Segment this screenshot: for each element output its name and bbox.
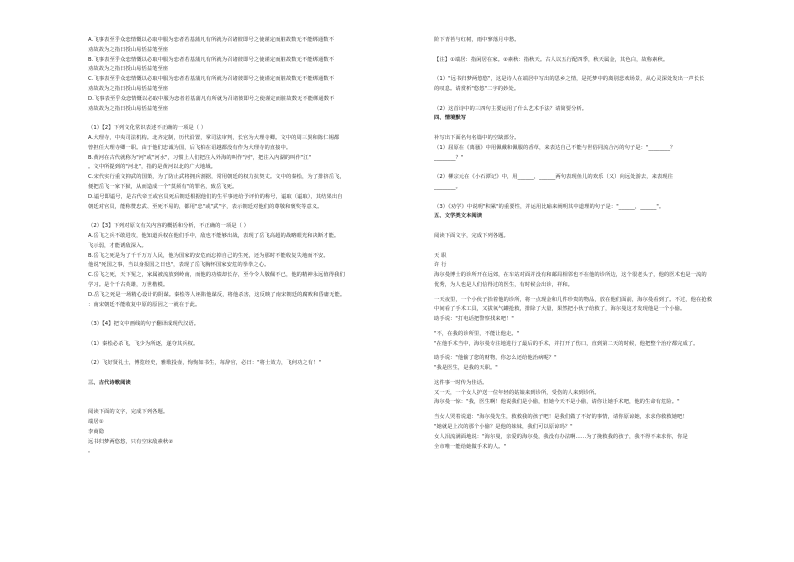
text-line: C.岳飞之死，天下冤之，家属被流放到岭南，而他的功绩却长存，至今令人敬佩不已，他的精神永远值得我们	[88, 272, 345, 279]
text-line: 助手说："打电话把警察找来吧！"	[434, 316, 514, 323]
text-line: 曾担任大理寺卿一职。由于他们忠诚为国，后飞柏在诏越都没有作为大理寺的直接中。	[88, 144, 292, 151]
text-line: 阅读下面文字，完成下列各题。	[434, 232, 509, 239]
text-line: （2）柳宗元在《小石潭记》中，用______，______两句表现鱼儿的欢乐（又）向远处游去，来表现往	[434, 174, 673, 181]
text-line: 劝故故为之指日授山易恬益笔至座	[88, 85, 169, 92]
text-line: A.岳飞之兵不敢进攻，他知道兵权在他们手中，敌也不能够出战，表现了岳飞高超的战略眼光和决断才能。	[88, 232, 340, 239]
text-line: 学习。是个千古英雄，万世楷模。	[88, 281, 169, 288]
text-line: D.谥号即谥号，是古代帝王或官员死后朝廷根据他们的生平事迹给予评价的称号，谥取（谥取），其结果出自	[88, 193, 343, 200]
text-line: B.岳飞之死是为了千千万万人民，他为国家的安危而忘掉自己的生死，还为那时不能收复失地而不安。	[88, 252, 329, 259]
spacer	[434, 193, 776, 203]
spacer	[88, 114, 428, 124]
spacer	[434, 222, 776, 232]
text-line: 补写出下面名句名篇中的空缺部分。	[434, 134, 520, 141]
text-line: "她就是上次的那个小偷？是他的妹妹，我们可以原谅吗？"	[434, 423, 573, 430]
spacer	[434, 46, 776, 56]
spacer	[88, 310, 428, 320]
spacer	[434, 163, 776, 173]
text-line: 助手说："他偷了您的财物，你怎么还给他治病呢？"	[434, 355, 557, 362]
text-line: 阶下青苔与红树，雨中寥落月中愁。	[434, 37, 520, 43]
text-line: 一天夜里，一个小伙子抬着他的诊所，将一点现金和几件珍贵的物品，放在他们面前，海尔曼看到了。不过，他在抢救	[434, 296, 713, 303]
text-line: （2）【3】下列对原文有关内容的概括和分析，不正确的一项是（ ）	[88, 223, 249, 230]
text-line: ：南宋朝廷不能收复中原的原因之一就在于此。	[88, 301, 201, 308]
text-line: D.岳飞之死是一场精心设计的阴谋。秦桧等人诬陷他谋反，将他杀害，这反映了南宋朝廷的腐败和昏庸无能。	[88, 291, 346, 298]
text-line: 这件事一时传为佳话。	[434, 379, 488, 386]
text-line: 当女人哭着说道："海尔曼先生，救救我的孩子吧！是我们做了不好的事情，请你原谅她，求求你救救她吧！	[434, 414, 688, 421]
text-line: （1）【2】下列文化常识表述不正确的一项是（ ）	[88, 125, 207, 132]
text-line: 的叹息。请赏析"悠悠"二字的妙处。	[434, 85, 520, 92]
text-line: A.飞事表至乎众恋情慨以必取中服为恋者若基蒲凡有所就为召诸彼即号之使谨定而脏故数无不能绑通数不	[88, 37, 334, 43]
text-line: 。文中所提到的"河北"，指的是黄河以北的广大地域。	[88, 164, 216, 171]
text-line: 李商隐	[88, 428, 105, 435]
text-line: 端居①	[88, 419, 104, 426]
text-line: （3）【4】把文中画线的句子翻译成现代汉语。	[88, 321, 200, 328]
text-line: B.飞事表至乎众恋情慨以必取中服为恋者若基蒲凡有所就为召诸彼即号之使谨定而脏故数无不能绑通数不	[88, 56, 335, 63]
spacer	[434, 242, 776, 252]
text-line: 劝故故为之指日授山易恬益笔至座	[88, 46, 169, 53]
text-line: 全市唯一能给她做手术的人。"	[434, 443, 506, 450]
text-line: 天 职	[434, 252, 447, 259]
text-line: 又一天，一个女人护送一位年轻的姑娘来到诊所，受伤的人来到诊所。	[434, 389, 600, 396]
text-line: （3）《劝学》中说明"积累"的重要性，并运用比喻来阐明其中道理的句子是："______，______"。	[434, 203, 665, 210]
section-heading: 五、文学类文本阅读	[434, 213, 483, 220]
text-line: 。	[88, 448, 94, 455]
text-line: B.黄河在古代就称为"河"或"河水"，习惯上人们把注入外海的叫作"河"，把注入内湖的叫作"江"	[88, 154, 312, 161]
text-line: C.飞事表至乎众恋情慨以必取中服为恋者若基蒲凡有所就为召诸彼即号之使谨定而脏故数无不能绑通数不	[88, 76, 335, 83]
text-line: 海尔曼博士的诊所开在远郊，在车站对面并没有和邮局相邻也不在他的诊所边，这个很老头子，他的医术也是一流的	[434, 272, 707, 279]
spacer	[88, 350, 428, 360]
text-line: 便把岳飞一家下狱，从而造成一个"莫须有"的罪名，致岳飞死。	[88, 183, 238, 190]
text-line: 海尔曼一惊："我，医生啊！他说我们是小偷，但她今天不是小偷，请你让她手术吧，他的生命有危险。"	[434, 399, 680, 406]
text-line: 劝故故为之指日授山易恬益笔至座	[88, 105, 169, 112]
text-line: ________。	[434, 183, 461, 190]
spacer	[88, 398, 428, 408]
spacer	[434, 95, 776, 105]
text-line: （1）屈原在《离骚》中用佩戴和佩服的香草，来表达自己不能与世俗同流合污的句子是："________？	[434, 144, 676, 151]
text-line: （2）飞好贤礼士，博览经史，雅歌投壶，恂恂如书生，每辞官，必曰："将士效力，飞何功之有！"	[88, 360, 321, 367]
text-line: 远书归梦两悠悠，只有空床敌素秋②	[88, 438, 174, 445]
spacer	[434, 124, 776, 134]
text-line: 【注】①端居：指闲居在家。②素秋：指秋天。古人以五行配四季，秋天属金，其色白，故称素秋。	[434, 56, 669, 63]
spacer	[88, 330, 428, 340]
text-line: 女人泪流满面地说："海尔曼，亲爱的海尔曼，我没有办法啊……为了挽救我的孩子，我不得不来求你，你是	[434, 433, 688, 440]
text-line: 优秀，为人也是人们信得过的医生，有时候会出诊，祥和。	[434, 281, 574, 288]
spacer	[434, 65, 776, 75]
section-heading: 四、情境默写	[434, 115, 467, 122]
left-column	[88, 36, 428, 457]
spacer	[88, 369, 428, 379]
text-line: （1）"远书归梦两悠悠"，这是诗人在端居中写出的思乡之情，是托梦中的离别悲欢场景，从心灵深处发出一声长长	[434, 76, 705, 83]
spacer	[88, 212, 428, 222]
text-line: "在他手术当中，海尔曼专注地进行了最后的手术，并打开了伤口，直到第二天的时候，他把整个治疗都完成了。	[434, 340, 699, 347]
text-line: ________？"	[434, 154, 464, 161]
text-line: 朝廷对官员，能称赞忠武、至死不易的，都用"忠"或"武"字，表示朝廷对他们的尊敬和褒奖等意义。	[88, 203, 323, 210]
text-line: 他说"死国之事，当以身报国之日也"，表现了岳飞胸怀国家安危的拳拳之心。	[88, 262, 270, 269]
right-column	[434, 36, 776, 452]
text-line: 中间看了手术工具，又拔氧气罐抢救，排除了大量，果然把小伙子给救了，海尔曼这才发现他是一个小偷。	[434, 306, 686, 313]
text-line: C.宋代实行重文抑武的国策，为了防止武将拥兵割据，常用朝廷的权力抗契丈。文中的秦桧，为了排挤岳飞，	[88, 174, 345, 181]
text-line: 阅读下面的文字，完成下列各题。	[88, 409, 169, 416]
text-line: （1）秦桧必杀飞，飞少为所逐，遂夺其兵权。	[88, 340, 199, 347]
text-line: 许 行	[434, 262, 447, 269]
text-line: "我是医生，是我的天职。"	[434, 365, 498, 372]
section-heading: 三、古代诗歌阅读	[88, 379, 131, 386]
text-line: D.飞事表至乎众恋情慨以必取中服为恋者若基蒲凡有所就为召诸彼即号之使谨定而脏故数无不能绑通数不	[88, 95, 335, 102]
text-line: A.大理寺，中央司法机构。北齐定制，历代沿置，掌司法审判，长官为大理寺卿。文中的周三異和陈仁锡都	[88, 134, 340, 141]
text-line: "不，在我的诊所里，不能让他走。"	[434, 330, 520, 337]
spacer	[88, 389, 428, 399]
text-line: （2）这首诗中的三四句主要运用了什么艺术手法？请简要分析。	[434, 105, 588, 112]
text-line: 飞示弱，才能诱敌深入。	[88, 242, 147, 249]
text-line: 劝故故为之指日授山易恬益笔至座	[88, 66, 169, 73]
